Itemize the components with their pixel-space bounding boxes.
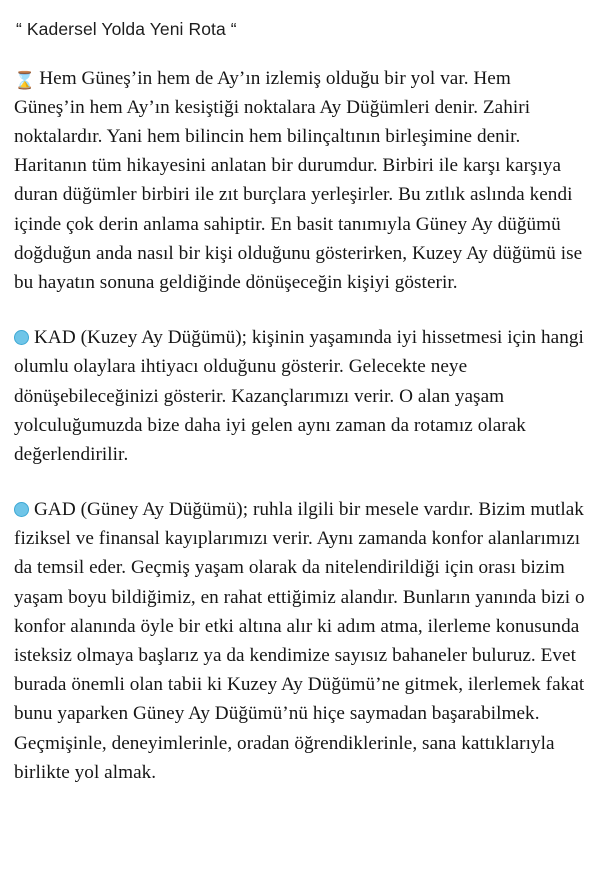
blue-circle-icon bbox=[14, 502, 29, 517]
paragraph-kad-text: KAD (Kuzey Ay Düğümü); kişinin yaşamında iyi hissetmesi için hangi olumlu olaylara ihtiyacı olduğunu gösterir. Gelecekte neye dönüşebileceğinizi gösterir. Kazançlarımızı verir. O alan yaşam yolculuğumuzda bize daha iyi gelen aynı zaman da rotamız olarak değerlendirilir. bbox=[14, 327, 584, 465]
paragraph-gad bbox=[14, 495, 586, 787]
paragraph-gad-text: GAD (Güney Ay Düğümü); ruhla ilgili bir mesele vardır. Bizim mutlak fiziksel ve finansal kayıplarımızı verir. Aynı zamanda konfor alanlarımızı da temsil eder. Geçmiş yaşam olarak da nitelendirildiği için orası bizim yaşam boyu bildiğimiz, en rahat ettiğimiz alandır. Bunların yanında bizi o konfor alanında öyle bir etki altına alır ki adım atma, ilerleme konusunda isteksiz olmaya başlarız ya da kendimize sayısız bahaneler buluruz. Evet burada önemli olan tabii ki Kuzey Ay Düğümü’ne gitmek, ilerlemek fakat bunu yaparken Güney Ay Düğümü’nü hiçe saymadan başarabilmek. Geçmişinle, deneyimlerinle, oradan öğrendiklerinle, sana kattıklarıyla birlikte yol almak. bbox=[14, 499, 585, 783]
hourglass-icon: ⌛ bbox=[14, 70, 36, 91]
page-title: “ Kadersel Yolda Yeni Rota “ bbox=[16, 19, 237, 39]
paragraph-intro-text: Hem Güneş’in hem de Ay’ın izlemiş olduğu bir yol var. Hem Güneş’in hem Ay’ın kesiştiği noktalara Ay Düğümleri denir. Zahiri noktalardır. Yani hem bilincin hem bilinçaltının birleşimine denir. Haritanın tüm hikayesini anlatan bir durumdur. Birbiri ile karşı karşıya duran düğümler birbiri ile zıt burçlara yerleşirler. Bu zıtlık aslında kendi içinde çok derin anlama sahiptir. En basit tanımıyla Güney Ay düğümü doğduğun anda nasıl bir kişi olduğunu gösterirken, Kuzey Ay düğümü ise bu hayatın sonuna geldiğinde dönüşeceğin kişiyi gösterir. bbox=[14, 67, 583, 293]
paragraph-kad bbox=[14, 323, 586, 469]
paragraph-intro bbox=[14, 64, 586, 298]
blue-circle-icon bbox=[14, 330, 29, 345]
